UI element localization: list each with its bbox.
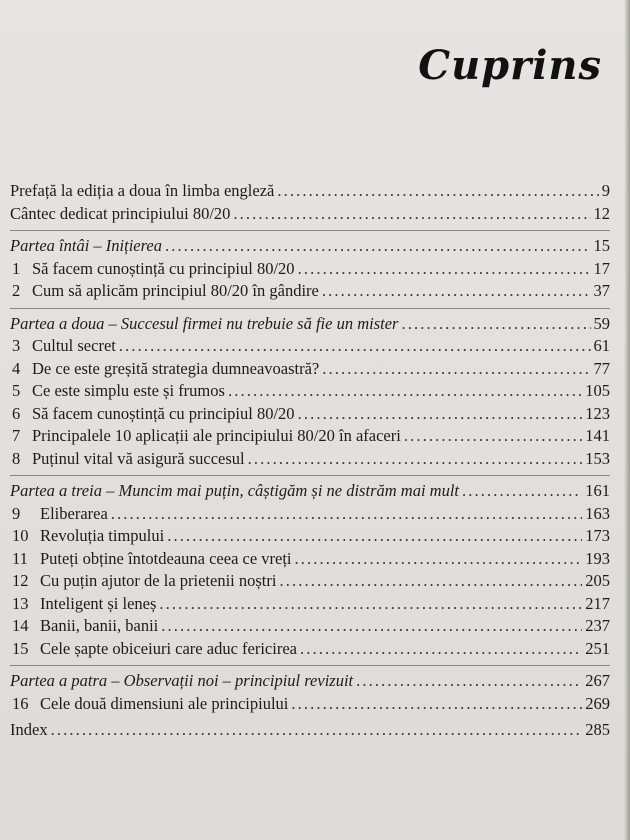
- chapter-page: 17: [593, 258, 610, 278]
- chapter-title: Cum să aplicăm principiul 80/20 în gândire: [32, 281, 319, 300]
- chapter-title: De ce este greșită strategia dumneavoastră?: [32, 358, 320, 378]
- dot-leader: [291, 693, 582, 716]
- toc-entry-page: 161: [585, 481, 610, 500]
- toc-part-label: Partea a doua – Succesul firmei nu trebuie să fie un mister: [10, 313, 399, 333]
- toc-part-heading-2: [10, 313, 610, 336]
- dot-leader: [322, 358, 590, 381]
- chapter-title: Banii, banii, banii: [40, 616, 159, 635]
- chapter-title: Puținul vital vă asigură succesul: [32, 448, 245, 468]
- chapter-page: 77: [593, 358, 610, 378]
- toc-entry-page: 285: [585, 720, 610, 739]
- toc-chapter: [10, 335, 610, 358]
- chapter-title: Să facem cunoștință cu principiul 80/20: [32, 403, 295, 423]
- toc-part-label: Partea întâi – Inițierea: [10, 236, 162, 255]
- toc-entry-page: 59: [593, 313, 610, 333]
- toc-entry-label: Index: [10, 720, 48, 739]
- chapter-page: 193: [585, 548, 610, 568]
- chapter-page: 123: [585, 403, 610, 423]
- toc-chapter: [10, 693, 610, 716]
- chapter-number: 16: [12, 693, 29, 713]
- toc-part-heading-4: [10, 670, 610, 693]
- toc-chapter: [10, 548, 610, 571]
- chapter-title: Inteligent și leneș: [40, 593, 157, 613]
- toc-chapter: [10, 503, 610, 526]
- toc-entry-page: 12: [593, 203, 610, 223]
- chapter-number: 3: [12, 336, 21, 355]
- dot-leader: [322, 280, 591, 303]
- toc-chapter: [10, 615, 610, 638]
- chapter-title: Cele șapte obiceiuri care aduc fericirea: [40, 638, 297, 658]
- chapter-title: Să facem cunoștință cu principiul 80/20: [32, 258, 295, 278]
- toc-chapter: [10, 570, 610, 593]
- dot-leader: [161, 615, 582, 638]
- chapter-page: 105: [585, 381, 610, 400]
- chapter-title: Ce este simplu este și frumos: [32, 381, 225, 400]
- chapter-title: Puteți obține întotdeauna ceea ce vreți: [40, 548, 292, 568]
- chapter-number: 2: [12, 281, 21, 300]
- section-divider: [10, 475, 610, 476]
- chapter-number: 9: [12, 503, 21, 523]
- section-divider: [10, 308, 610, 309]
- dot-leader: [356, 670, 582, 693]
- chapter-page: 141: [585, 426, 610, 445]
- toc-part-label: Partea a patra – Observații noi – principiul revizuit: [10, 671, 354, 690]
- chapter-number: 4: [12, 358, 21, 378]
- toc-entry-page: 15: [593, 236, 610, 255]
- toc-chapter: [10, 448, 610, 471]
- chapter-number: 6: [12, 403, 21, 423]
- chapter-page: 237: [585, 616, 610, 635]
- toc-entry-label: Prefață la ediția a doua în limba engleză: [10, 181, 275, 200]
- chapter-number: 1: [12, 258, 21, 278]
- dot-leader: [298, 258, 591, 281]
- dot-leader: [295, 548, 583, 571]
- toc-chapter: [10, 638, 610, 661]
- page-edge-shadow: [624, 0, 630, 840]
- chapter-page: 163: [585, 503, 610, 523]
- chapter-number: 8: [12, 448, 21, 468]
- section-divider: [10, 230, 610, 231]
- dot-leader: [165, 235, 591, 258]
- toc-chapter: [10, 380, 610, 403]
- dot-leader: [401, 313, 590, 336]
- chapter-number: 11: [12, 548, 28, 568]
- chapter-title: Revoluția timpului: [40, 526, 165, 545]
- toc-entry-label: Cântec dedicat principiului 80/20: [10, 203, 231, 223]
- dot-leader: [167, 525, 582, 548]
- chapter-number: 14: [12, 616, 29, 635]
- dot-leader: [159, 593, 582, 616]
- toc-chapter: [10, 425, 610, 448]
- dot-leader: [233, 203, 590, 226]
- toc-chapter: [10, 525, 610, 548]
- chapter-number: 7: [12, 426, 21, 445]
- chapter-page: 251: [585, 638, 610, 658]
- chapter-number: 10: [12, 526, 29, 545]
- chapter-page: 61: [593, 336, 610, 355]
- dot-leader: [228, 380, 582, 403]
- chapter-number: 12: [12, 571, 29, 590]
- dot-leader: [300, 638, 582, 661]
- dot-leader: [248, 448, 583, 471]
- dot-leader: [279, 570, 582, 593]
- toc-part-heading-1: [10, 235, 610, 258]
- chapter-page: 173: [585, 526, 610, 545]
- toc-chapter: [10, 358, 610, 381]
- toc-entry-index: [10, 719, 610, 742]
- dot-leader: [51, 719, 583, 742]
- dot-leader: [119, 335, 591, 358]
- chapter-title: Cu puțin ajutor de la prietenii noștri: [40, 571, 277, 590]
- chapter-number: 15: [12, 638, 29, 658]
- toc-chapter: [10, 593, 610, 616]
- chapter-page: 37: [593, 281, 610, 300]
- dot-leader: [111, 503, 582, 526]
- toc-entry-preface: [10, 180, 610, 203]
- toc-chapter: [10, 280, 610, 303]
- toc-chapter: [10, 403, 610, 426]
- toc-chapter: [10, 258, 610, 281]
- chapter-title: Cultul secret: [32, 336, 116, 355]
- toc-part-label: Partea a treia – Muncim mai puțin, câștigăm și ne distrăm mai mult: [10, 481, 459, 500]
- chapter-title: Cele două dimensiuni ale principiului: [40, 693, 289, 713]
- toc-entry-page: 9: [601, 181, 610, 200]
- chapter-page: 269: [585, 693, 610, 713]
- chapter-number: 5: [12, 381, 21, 400]
- dot-leader: [462, 480, 582, 503]
- dot-leader: [277, 180, 598, 203]
- toc-entry-page: 267: [585, 671, 610, 690]
- chapter-title: Eliberarea: [40, 503, 108, 523]
- toc-entry-song: [10, 203, 610, 226]
- chapter-page: 217: [585, 593, 610, 613]
- page-title: Cuprins: [418, 42, 602, 89]
- section-divider: [10, 665, 610, 666]
- chapter-page: 205: [585, 571, 610, 590]
- table-of-contents: [10, 180, 610, 742]
- dot-leader: [298, 403, 583, 426]
- toc-part-heading-3: [10, 480, 610, 503]
- dot-leader: [404, 425, 582, 448]
- chapter-number: 13: [12, 593, 29, 613]
- chapter-title: Principalele 10 aplicații ale principiului 80/20 în afaceri: [32, 426, 401, 445]
- chapter-page: 153: [585, 448, 610, 468]
